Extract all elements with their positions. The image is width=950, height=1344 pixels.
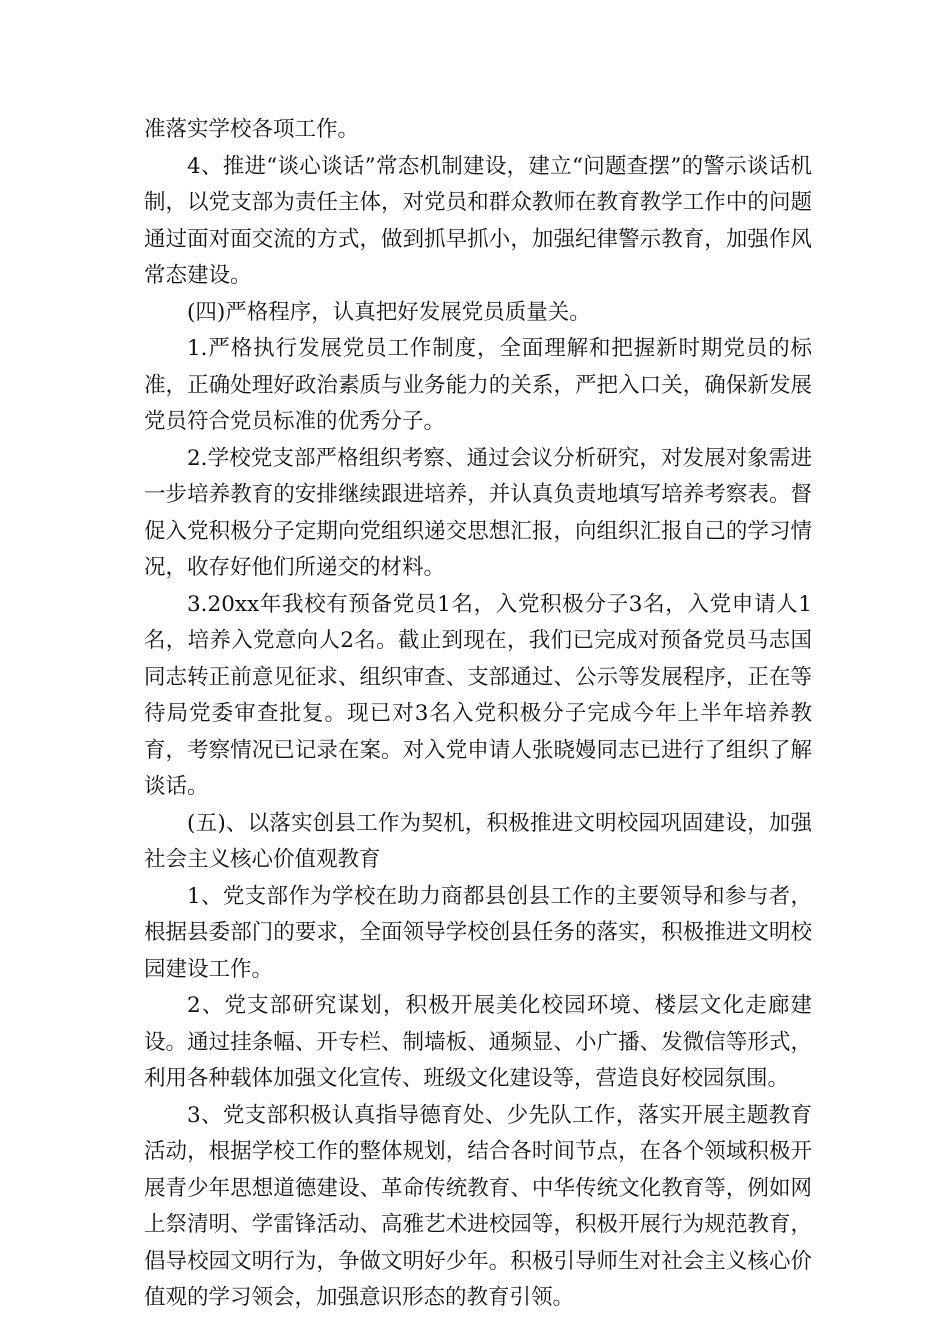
document-body <box>144 112 812 1317</box>
section-heading-5: (五)、以落实创县工作为契机，积极推进文明校园巩固建设，加强社会主义核心价值观教育 <box>144 810 812 872</box>
paragraph-item-1b: 1、党支部作为学校在助力商都县创县工作的主要领导和参与者，根据县委部门的要求，全面领导学校创县任务的落实，积极推进文明校园建设工作。 <box>144 883 812 982</box>
paragraph-item-3: 3.20xx年我校有预备党员1名，入党积极分子3名，入党申请人1名，培养入党意向人2名。截止到现在，我们已完成对预备党员马志国同志转正前意见征求、组织审查、支部通过、公示等发展程序，正在等待局党委审查批复。现已对3名入党积极分子完成今年上半年培养教育，考察情况已记录在案。对入党申请人张晓嫚同志已进行了组织了解谈话。 <box>144 591 812 799</box>
paragraph-item-1: 1.严格执行发展党员工作制度，全面理解和把握新时期党员的标准，正确处理好政治素质与业务能力的关系，严把入口关，确保新发展党员符合党员标准的优秀分子。 <box>144 336 812 434</box>
section-heading-4: (四)严格程序，认真把好发展党员质量关。 <box>187 299 591 325</box>
paragraph-item-3b: 3、党支部积极认真指导德育处、少先队工作，落实开展主题教育活动，根据学校工作的整体规划，结合各时间节点，在各个领域积极开展青少年思想道德建设、革命传统教育、中华传统文化教育等，例如网上祭清明、学雷锋活动、高雅艺术进校园等，积极开展行为规范教育，倡导校园文明行为，争做文明好少年。积极引导师生对社会主义核心价值观的学习领会，加强意识形态的教育引领。 <box>144 1102 812 1310</box>
paragraph-item-4: 4、推进“谈心谈话”常态机制建设，建立“问题查摆”的警示谈话机制，以党支部为责任主体，对党员和群众教师在教育教学工作中的问题通过面对面交流的方式，做到抓早抓小，加强纪律警示教育，加强作风常态建设。 <box>144 153 812 288</box>
paragraph-continuation: 准落实学校各项工作。 <box>144 117 360 142</box>
paragraph-item-2: 2.学校党支部严格组织考察、通过会议分析研究，对发展对象需进一步培养教育的安排继续跟进培养，并认真负责地填写培养考察表。督促入党积极分子定期向党组织递交思想汇报，向组织汇报自己的学习情况，收存好他们所递交的材料。 <box>144 445 812 580</box>
paragraph-item-2b: 2、党支部研究谋划，积极开展美化校园环境、楼层文化走廊建设。通过挂条幅、开专栏、制墙板、通频显、小广播、发微信等形式，利用各种载体加强文化宣传、班级文化建设等，营造良好校园氛围。 <box>144 993 812 1091</box>
